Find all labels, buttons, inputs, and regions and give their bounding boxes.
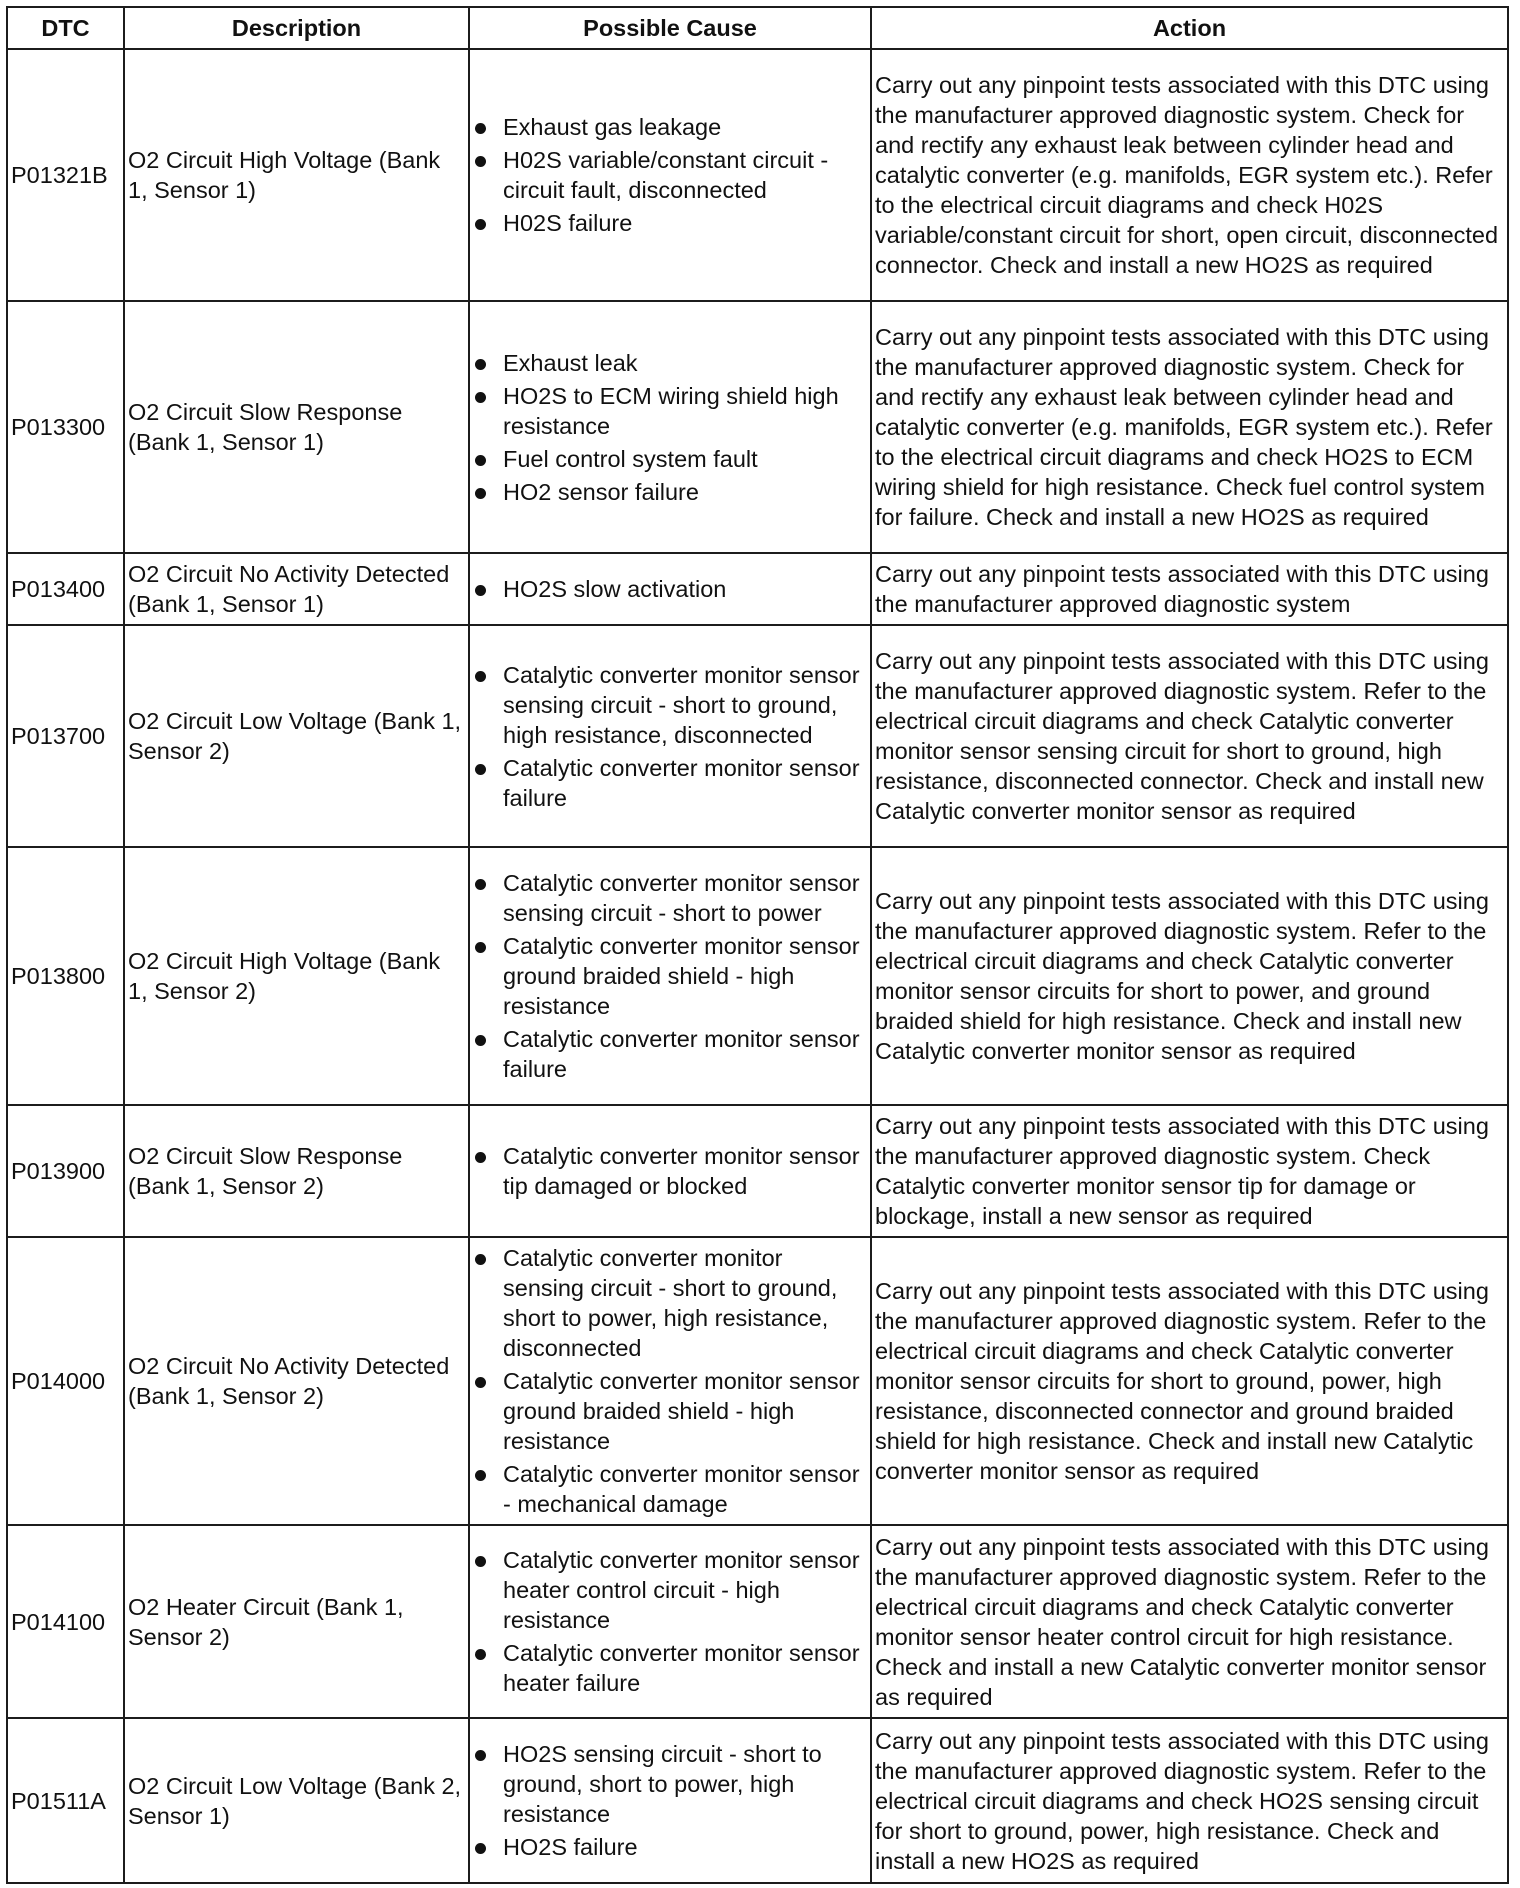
dtc-action: Carry out any pinpoint tests associated with this DTC using the manufacturer approved diagnostic system. Check for and rectify any exhaust leak between cylinder head and catalytic converter (e.g. manifolds, EGR system etc.). Refer to the electrical circuit diagrams and check HO2S to ECM wiring shield for high resistance. Check fuel control system for failure. Check and install a new HO2S as required — [871, 301, 1508, 553]
bullet-icon — [475, 1649, 486, 1660]
dtc-description: O2 Circuit High Voltage (Bank 1, Sensor 2) — [124, 847, 469, 1105]
table-row — [7, 1525, 1508, 1718]
cause-item — [473, 145, 867, 205]
cause-item — [473, 444, 867, 474]
table-row — [7, 625, 1508, 847]
bullet-icon — [475, 1152, 486, 1163]
possible-causes — [469, 301, 871, 553]
bullet-icon — [475, 1843, 486, 1854]
bullet-icon — [475, 1556, 486, 1567]
cause-text: HO2S failure — [503, 1834, 638, 1860]
bullet-icon — [475, 1470, 486, 1481]
dtc-code: P013400 — [7, 553, 124, 625]
dtc-action: Carry out any pinpoint tests associated with this DTC using the manufacturer approved diagnostic system. Refer to the electrical circuit diagrams and check Catalytic converter monitor sensor circuits for short to power, and ground braided shield for high resistance. Check and install new Catalytic converter monitor sensor as required — [871, 847, 1508, 1105]
dtc-action: Carry out any pinpoint tests associated with this DTC using the manufacturer approved diagnostic system. Check Catalytic converter monitor sensor tip for damage or blockage, install a new sensor as required — [871, 1105, 1508, 1237]
bullet-icon — [475, 156, 486, 167]
cause-item — [473, 348, 867, 378]
cause-item — [473, 1141, 867, 1201]
header-row — [7, 7, 1508, 49]
dtc-action: Carry out any pinpoint tests associated with this DTC using the manufacturer approved diagnostic system. Refer to the electrical circuit diagrams and check Catalytic converter monitor sensor circuits for short to ground, power, high resistance, disconnected connector and ground braided shield for high resistance. Check and install new Catalytic converter monitor sensor as required — [871, 1237, 1508, 1525]
bullet-icon — [475, 359, 486, 370]
cause-item — [473, 1243, 867, 1363]
dtc-description: O2 Circuit No Activity Detected (Bank 1, Sensor 1) — [124, 553, 469, 625]
cause-text: Catalytic converter monitor sensor failure — [503, 754, 860, 811]
table-row — [7, 1718, 1508, 1883]
possible-causes — [469, 1105, 871, 1237]
possible-causes — [469, 847, 871, 1105]
cause-text: H02S variable/constant circuit - circuit fault, disconnected — [503, 147, 829, 203]
bullet-icon — [475, 942, 486, 953]
dtc-description: O2 Circuit Low Voltage (Bank 2, Sensor 1) — [124, 1718, 469, 1883]
dtc-code: P014100 — [7, 1525, 124, 1718]
table-row — [7, 1237, 1508, 1525]
bullet-icon — [475, 879, 486, 890]
possible-causes — [469, 1525, 871, 1718]
cause-text: H02S failure — [503, 210, 633, 236]
table-row — [7, 847, 1508, 1105]
possible-causes — [469, 553, 871, 625]
cause-text: Catalytic converter monitor sensor ground braided shield - high resistance — [503, 1368, 860, 1454]
bullet-icon — [475, 585, 486, 596]
bullet-icon — [475, 671, 486, 682]
cause-item — [473, 574, 867, 604]
cause-text: HO2 sensor failure — [503, 478, 699, 505]
cause-item — [473, 1739, 867, 1829]
dtc-description: O2 Circuit Low Voltage (Bank 1, Sensor 2) — [124, 625, 469, 847]
header-action: Action — [871, 7, 1508, 49]
cause-text: Catalytic converter monitor sensor failure — [503, 1026, 860, 1082]
bullet-icon — [475, 219, 486, 230]
cause-text: Catalytic converter monitor sensor tip damaged or blocked — [503, 1143, 860, 1199]
bullet-icon — [475, 455, 486, 466]
possible-causes — [469, 1718, 871, 1883]
cause-item — [473, 868, 867, 928]
cause-text: Catalytic converter monitor sensor heater control circuit - high resistance — [503, 1547, 860, 1633]
cause-text: Catalytic converter monitor sensing circuit - short to ground, short to power, high resistance, disconnected — [503, 1245, 838, 1361]
dtc-code: P013800 — [7, 847, 124, 1105]
cause-text: Exhaust leak — [503, 349, 638, 376]
possible-causes — [469, 49, 871, 301]
header-dtc: DTC — [7, 7, 124, 49]
table-row — [7, 301, 1508, 553]
table-row — [7, 1105, 1508, 1237]
table-row — [7, 49, 1508, 301]
cause-text: Catalytic converter monitor sensor sensing circuit - short to power — [503, 870, 860, 926]
cause-text: HO2S sensing circuit - short to ground, short to power, high resistance — [503, 1741, 822, 1827]
dtc-description: O2 Circuit High Voltage (Bank 1, Sensor 1) — [124, 49, 469, 301]
bullet-icon — [475, 488, 486, 499]
bullet-icon — [475, 764, 486, 775]
dtc-action: Carry out any pinpoint tests associated with this DTC using the manufacturer approved diagnostic system. Check for and rectify any exhaust leak between cylinder head and catalytic converter (e.g. manifolds, EGR system etc.). Refer to the electrical circuit diagrams and check H02S variable/constant circuit for short, open circuit, disconnected connector. Check and install a new HO2S as required — [871, 49, 1508, 301]
bullet-icon — [475, 392, 486, 403]
cause-text: Exhaust gas leakage — [503, 114, 722, 140]
cause-text: Catalytic converter monitor sensor ground braided shield - high resistance — [503, 933, 860, 1019]
dtc-action: Carry out any pinpoint tests associated with this DTC using the manufacturer approved diagnostic system. Refer to the electrical circuit diagrams and check Catalytic converter monitor sensor sensing circuit for short to ground, high resistance, disconnected connector. Check and install new Catalytic converter monitor sensor as required — [871, 625, 1508, 847]
header-description: Description — [124, 7, 469, 49]
cause-item — [473, 1832, 867, 1862]
cause-item — [473, 477, 867, 507]
dtc-action: Carry out any pinpoint tests associated with this DTC using the manufacturer approved diagnostic system. Refer to the electrical circuit diagrams and check Catalytic converter monitor sensor heater control circuit for high resistance. Check and install a new Catalytic converter monitor sensor as required — [871, 1525, 1508, 1718]
cause-item — [473, 1638, 867, 1698]
possible-causes — [469, 625, 871, 847]
dtc-code: P013700 — [7, 625, 124, 847]
dtc-description: O2 Heater Circuit (Bank 1, Sensor 2) — [124, 1525, 469, 1718]
cause-item — [473, 753, 867, 813]
dtc-code: P01511A — [7, 1718, 124, 1883]
cause-text: HO2S to ECM wiring shield high resistance — [503, 382, 839, 439]
header-possible-cause: Possible Cause — [469, 7, 871, 49]
bullet-icon — [475, 1035, 486, 1046]
cause-text: HO2S slow activation — [503, 576, 727, 602]
cause-text: Catalytic converter monitor sensor sensing circuit - short to ground, high resistance, disconnected — [503, 661, 860, 748]
dtc-code: P014000 — [7, 1237, 124, 1525]
dtc-action: Carry out any pinpoint tests associated with this DTC using the manufacturer approved diagnostic system — [871, 553, 1508, 625]
table-row — [7, 553, 1508, 625]
dtc-code: P013300 — [7, 301, 124, 553]
cause-item — [473, 660, 867, 750]
dtc-code: P01321B — [7, 49, 124, 301]
bullet-icon — [475, 1750, 486, 1761]
dtc-description: O2 Circuit No Activity Detected (Bank 1, Sensor 2) — [124, 1237, 469, 1525]
cause-item — [473, 112, 867, 142]
bullet-icon — [475, 1377, 486, 1388]
cause-item — [473, 1545, 867, 1635]
cause-item — [473, 1366, 867, 1456]
cause-text: Catalytic converter monitor sensor heater failure — [503, 1640, 860, 1696]
dtc-description: O2 Circuit Slow Response (Bank 1, Sensor 2) — [124, 1105, 469, 1237]
dtc-table — [6, 6, 1509, 1884]
cause-item — [473, 1459, 867, 1519]
cause-item — [473, 208, 867, 238]
dtc-code: P013900 — [7, 1105, 124, 1237]
cause-item — [473, 381, 867, 441]
cause-item — [473, 1024, 867, 1084]
cause-item — [473, 931, 867, 1021]
possible-causes — [469, 1237, 871, 1525]
cause-text: Catalytic converter monitor sensor - mechanical damage — [503, 1461, 860, 1517]
bullet-icon — [475, 123, 486, 134]
cause-text: Fuel control system fault — [503, 445, 758, 472]
bullet-icon — [475, 1254, 486, 1265]
dtc-action: Carry out any pinpoint tests associated with this DTC using the manufacturer approved diagnostic system. Refer to the electrical circuit diagrams and check HO2S sensing circuit for short to ground, power, high resistance. Check and install a new HO2S as required — [871, 1718, 1508, 1883]
dtc-description: O2 Circuit Slow Response (Bank 1, Sensor 1) — [124, 301, 469, 553]
